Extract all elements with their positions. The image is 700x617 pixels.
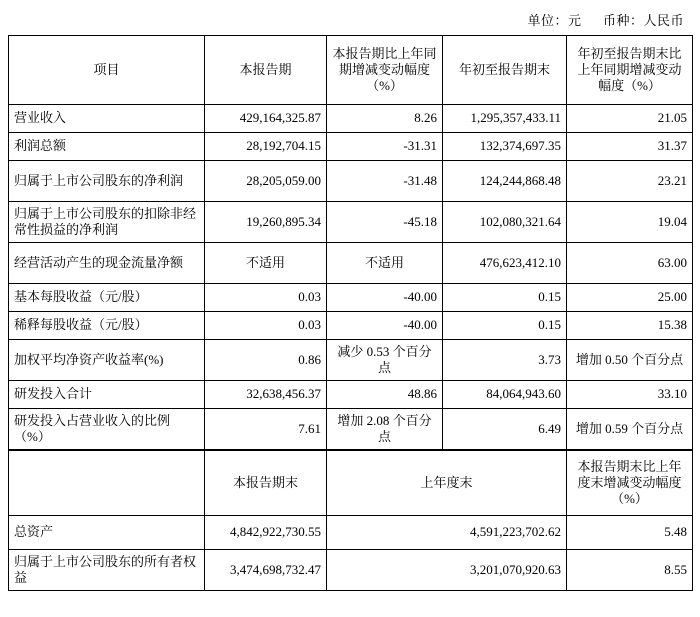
row-ytd-change: 增加 0.50 个百分点 [567, 340, 693, 381]
row-ytd-change: 31.37 [567, 133, 693, 161]
row-label: 总资产 [9, 516, 205, 550]
row-ytd-change: 33.10 [567, 381, 693, 409]
table-row [9, 161, 693, 202]
row-ytd-change: 23.21 [567, 161, 693, 202]
table-row [9, 133, 693, 161]
row-change: -40.00 [327, 312, 443, 340]
column-header-period-end: 本报告期末 [205, 451, 327, 516]
row-last-year-end: 3,201,070,920.63 [327, 550, 567, 591]
row-ytd: 124,244,868.48 [443, 161, 567, 202]
row-ytd: 6.49 [443, 409, 567, 450]
row-ytd: 84,064,943.60 [443, 381, 567, 409]
row-label: 利润总额 [9, 133, 205, 161]
row-ytd: 0.15 [443, 284, 567, 312]
row-ytd-change: 增加 0.59 个百分点 [567, 409, 693, 450]
row-label: 基本每股收益（元/股） [9, 284, 205, 312]
column-header-last-year-end: 上年度末 [327, 451, 567, 516]
row-ytd-change: 63.00 [567, 243, 693, 284]
column-header-ytd-change: 年初至报告期末比上年同期增减变动幅度（%） [567, 36, 693, 105]
row-label: 稀释每股收益（元/股） [9, 312, 205, 340]
balance-sheet-table [8, 450, 693, 591]
row-current: 7.61 [205, 409, 327, 450]
row-ytd-change: 25.00 [567, 284, 693, 312]
table-row [9, 381, 693, 409]
quarterly-results-table [8, 35, 693, 450]
row-label: 加权平均净资产收益率(%) [9, 340, 205, 381]
row-ytd: 476,623,412.10 [443, 243, 567, 284]
table-row [9, 243, 693, 284]
row-ytd-change: 19.04 [567, 202, 693, 243]
row-label: 归属于上市公司股东的所有者权益 [9, 550, 205, 591]
row-ytd: 1,295,357,433.11 [443, 105, 567, 133]
table-row [9, 516, 693, 550]
row-current: 0.03 [205, 284, 327, 312]
table-row [9, 550, 693, 591]
column-header-change: 本报告期末比上年度末增减变动幅度（%） [567, 451, 693, 516]
row-current: 32,638,456.37 [205, 381, 327, 409]
row-current: 28,192,704.15 [205, 133, 327, 161]
row-change: 5.48 [567, 516, 693, 550]
row-label: 经营活动产生的现金流量净额 [9, 243, 205, 284]
row-ytd: 102,080,321.64 [443, 202, 567, 243]
table-row [9, 284, 693, 312]
unit-currency-note [8, 0, 692, 35]
currency-label: 币种：人民币 [602, 13, 684, 28]
row-change: -40.00 [327, 284, 443, 312]
row-current: 0.86 [205, 340, 327, 381]
row-change: -45.18 [327, 202, 443, 243]
row-current: 429,164,325.87 [205, 105, 327, 133]
row-label: 研发投入合计 [9, 381, 205, 409]
row-label: 归属于上市公司股东的扣除非经常性损益的净利润 [9, 202, 205, 243]
row-change: 48.86 [327, 381, 443, 409]
row-current: 28,205,059.00 [205, 161, 327, 202]
unit-label: 单位：元 [527, 13, 582, 28]
row-change: -31.31 [327, 133, 443, 161]
row-change: -31.48 [327, 161, 443, 202]
table-row [9, 105, 693, 133]
row-period-end: 4,842,922,730.55 [205, 516, 327, 550]
column-header-period-change: 本报告期比上年同期增减变动幅度（%） [327, 36, 443, 105]
row-ytd: 132,374,697.35 [443, 133, 567, 161]
row-current: 0.03 [205, 312, 327, 340]
row-change: 减少 0.53 个百分点 [327, 340, 443, 381]
row-current: 不适用 [205, 243, 327, 284]
row-ytd: 3.73 [443, 340, 567, 381]
row-change: 8.26 [327, 105, 443, 133]
row-ytd-change: 15.38 [567, 312, 693, 340]
column-header-current-period: 本报告期 [205, 36, 327, 105]
row-change: 不适用 [327, 243, 443, 284]
table-row [9, 312, 693, 340]
table-header-row [9, 36, 693, 105]
row-label: 归属于上市公司股东的净利润 [9, 161, 205, 202]
row-label: 营业收入 [9, 105, 205, 133]
table2-header-row [9, 451, 693, 516]
column-header-blank [9, 451, 205, 516]
row-change: 8.55 [567, 550, 693, 591]
row-change: 增加 2.08 个百分点 [327, 409, 443, 450]
table-row [9, 409, 693, 450]
row-last-year-end: 4,591,223,702.62 [327, 516, 567, 550]
table-row [9, 340, 693, 381]
row-ytd: 0.15 [443, 312, 567, 340]
row-label: 研发投入占营业收入的比例（%） [9, 409, 205, 450]
row-current: 19,260,895.34 [205, 202, 327, 243]
column-header-item: 项目 [9, 36, 205, 105]
table-row [9, 202, 693, 243]
row-ytd-change: 21.05 [567, 105, 693, 133]
column-header-ytd: 年初至报告期末 [443, 36, 567, 105]
row-period-end: 3,474,698,732.47 [205, 550, 327, 591]
